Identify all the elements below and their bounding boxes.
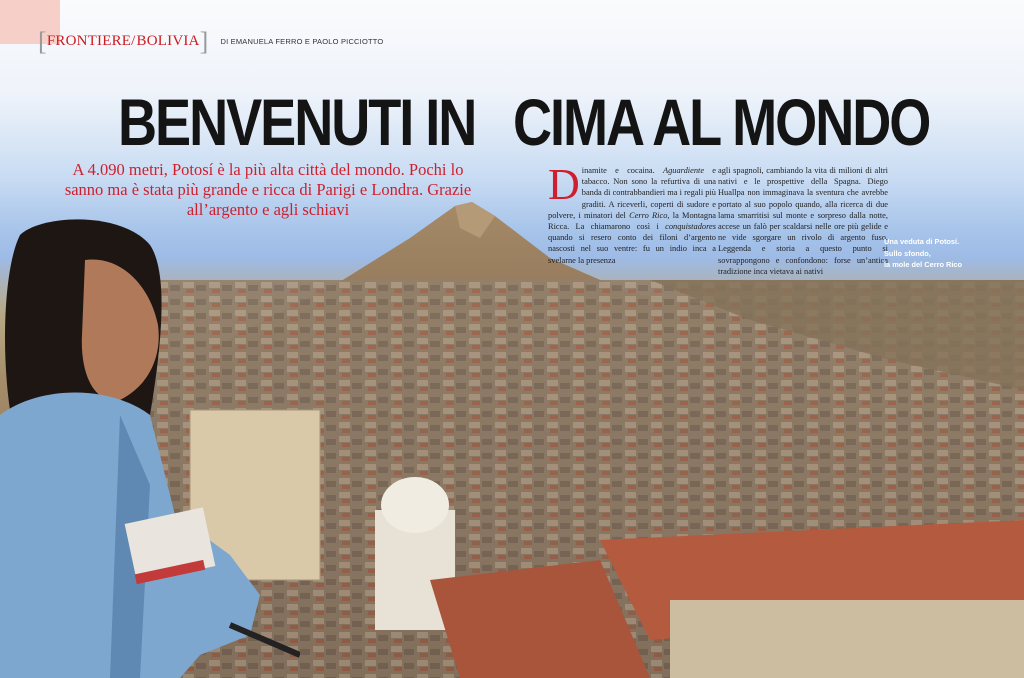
body-text: e tabacco. Non sono la refurtiva di una banda di contrabbandieri ma i regali più graditi. A riceverli, coperti di sudore e polvere, i minatori del <box>548 166 717 220</box>
bracket-open: [ <box>38 26 47 56</box>
headline <box>118 84 930 160</box>
caption-line: Una veduta di Potosí. <box>884 237 960 246</box>
headline-part2: CIMA AL MONDO <box>513 85 930 159</box>
body-italic: Aguardiente <box>662 166 705 175</box>
caption-line: la mole del Cerro Rico <box>884 260 963 269</box>
woman-photo <box>0 215 300 678</box>
rubric-section: FRONTIERE/ <box>46 33 136 49</box>
body-text: quando si resero conto dei filoni d’argento nascosti nel suo ventre: fu un indio inca a svelarne la presenza <box>548 233 716 265</box>
body-italic: conquistadores <box>665 222 716 232</box>
caption-line: Sullo sfondo, <box>884 248 931 258</box>
deck-subtitle: A 4.090 metri, Potosí è la più alta città del mondo. Pochi lo sanno ma è stata più grande e ricca di Parigi e Londra. Grazie all’argento e agli schiavi <box>64 160 472 219</box>
photo-caption <box>884 236 984 271</box>
body-column-1 <box>548 160 717 266</box>
section-rubric <box>38 26 384 56</box>
body-text: , la Montagna Ricca. La chiamarono così i <box>548 210 716 232</box>
dropcap: D <box>548 160 580 209</box>
headline-part1: BENVENUTI IN <box>118 85 476 159</box>
byline: DI EMANUELA FERRO E PAOLO PICCIOTTO <box>220 37 384 46</box>
body-text: inamite e cocaina. <box>581 166 663 175</box>
rubric-country: BOLIVIA <box>136 33 200 49</box>
bracket-close: ] <box>199 26 209 56</box>
body-column-2: agli spagnoli, cambiando la vita di milioni di altri nativi e le prospettive della Spagna. Diego Huallpa non immaginava la sventura che avrebbe portato al suo popolo quando, alla ricerca di due lama smarritisi sul monte e sorpreso dalla notte, accese un falò per scaldarsi nelle ore più gelide e ne vide sgorgare un rivolo di argento fuso. Leggenda e storia a questo punto si sovrappongono e confondono: forse un’antica tradizione inca vietava ai nativi <box>718 166 888 276</box>
body-italic: Cerro Rico <box>629 210 668 220</box>
